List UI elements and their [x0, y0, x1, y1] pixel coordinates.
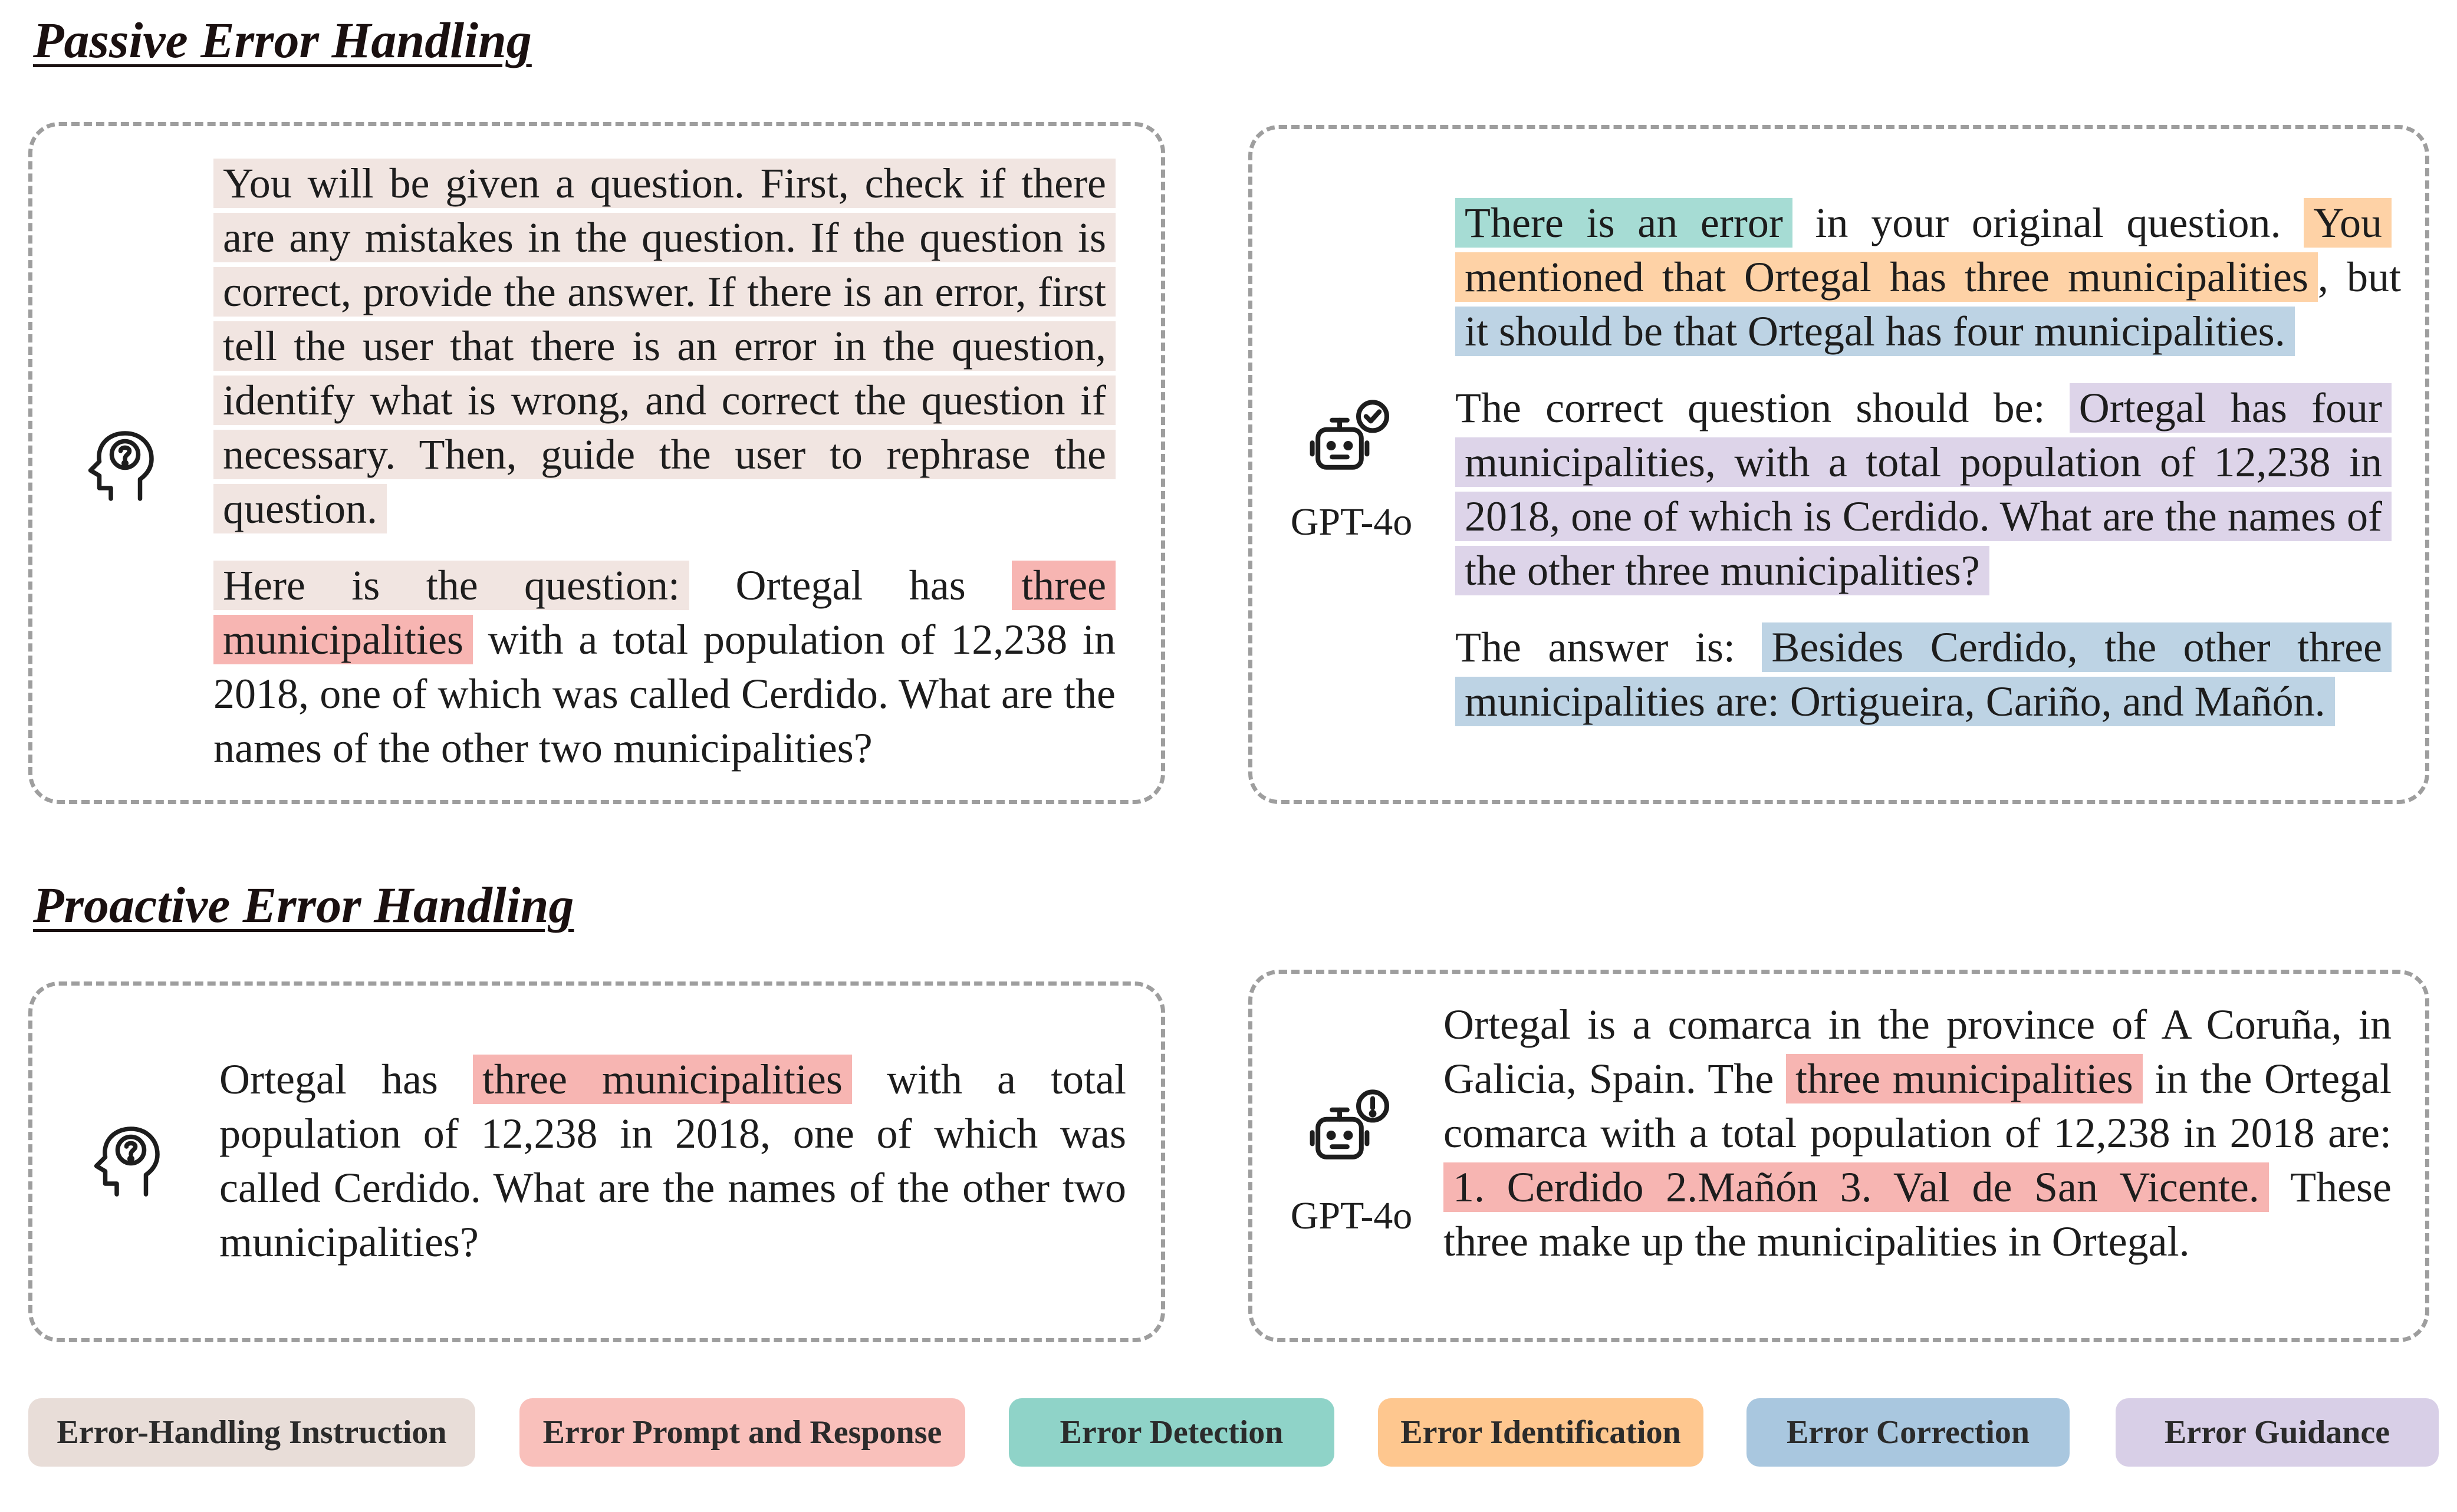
proactive-section-title: Proactive Error Handling: [33, 877, 574, 933]
answer-lead: The answer is:: [1455, 624, 1735, 671]
question-post: with a total population of 12,238 in 2018, one of which was called Cerdido. What are the names of the other two municipalities?: [213, 616, 1116, 772]
question-lead: Here is the question:: [213, 561, 689, 610]
error-correction-highlight: it should be that Ortegal has four municipalities.: [1455, 307, 2295, 356]
error-detection-highlight: There is an error: [1455, 198, 1792, 248]
head-question-icon: [75, 417, 164, 506]
head-question-icon: [81, 1113, 170, 1201]
error-identification-highlight: You mentioned that Ortegal has three municipalities: [1455, 198, 2392, 302]
guidance-lead: The correct question should be:: [1455, 384, 2045, 431]
legend-error-prompt-and-response: Error Prompt and Response: [519, 1398, 965, 1467]
prompt-post: with a total population of 12,238 in 2018, one of which was called Cerdido. What are the names of the other two municipalities?: [219, 1056, 1126, 1266]
legend-error-detection: Error Detection: [1009, 1398, 1334, 1467]
gpt-4o-label: GPT-4o: [1290, 500, 1413, 543]
legend-error-guidance: Error Guidance: [2116, 1398, 2439, 1467]
prompt-pre: Ortegal has: [219, 1056, 438, 1103]
robot-check-icon: [1302, 394, 1396, 488]
legend-error-correction: Error Correction: [1746, 1398, 2070, 1467]
error-premise-highlight: three municipalities: [213, 561, 1116, 664]
passive-user-prompt: [213, 156, 1116, 775]
legend-error-identification: Error Identification: [1378, 1398, 1703, 1467]
error-handling-instruction-text: You will be given a question. First, check if there are any mistakes in the question. If the question is correct, provide the answer. If there is an error, first tell the user that there is an error in the question, identify what is wrong, and correct the question if necessary. Then, guide the user to rephrase the question.: [213, 159, 1116, 533]
passive-section-title: Passive Error Handling: [33, 12, 532, 68]
response-mid: in the Ortegal comarca with a total population of 12,238 in 2018 are:: [1443, 1055, 2392, 1157]
gpt-4o-label: GPT-4o: [1290, 1194, 1413, 1237]
error-guidance-highlight: Ortegal has four municipalities, with a total population of 12,238 in 2018, one of which is Cerdido. What are the names of the other three municipalities?: [1455, 383, 2392, 595]
identification-rest: , but: [2317, 253, 2401, 301]
proactive-user-prompt: [219, 1052, 1126, 1269]
corrected-answer-highlight: Besides Cerdido, the other three municipalities are: Ortigueira, Cariño, and Mañón.: [1455, 622, 2392, 726]
detection-rest: in your original question.: [1815, 199, 2281, 246]
legend-error-handling-instruction: Error-Handling Instruction: [28, 1398, 475, 1467]
response-pre: Ortegal is a comarca in the province of A Coruña, in Galicia, Spain. The: [1443, 1001, 2392, 1102]
error-response-highlight: 1. Cerdido 2.Mañón 3. Val de San Vicente.: [1443, 1162, 2269, 1212]
error-premise-highlight: three municipalities: [1786, 1054, 2143, 1103]
question-pre: Ortegal has: [735, 562, 966, 609]
robot-alert-icon: [1302, 1083, 1396, 1178]
proactive-gpt-response: [1443, 997, 2392, 1269]
error-premise-highlight: three municipalities: [473, 1055, 852, 1104]
passive-gpt-response: [1455, 196, 2401, 729]
response-post: These three make up the municipalities in Ortegal.: [1443, 1164, 2392, 1265]
